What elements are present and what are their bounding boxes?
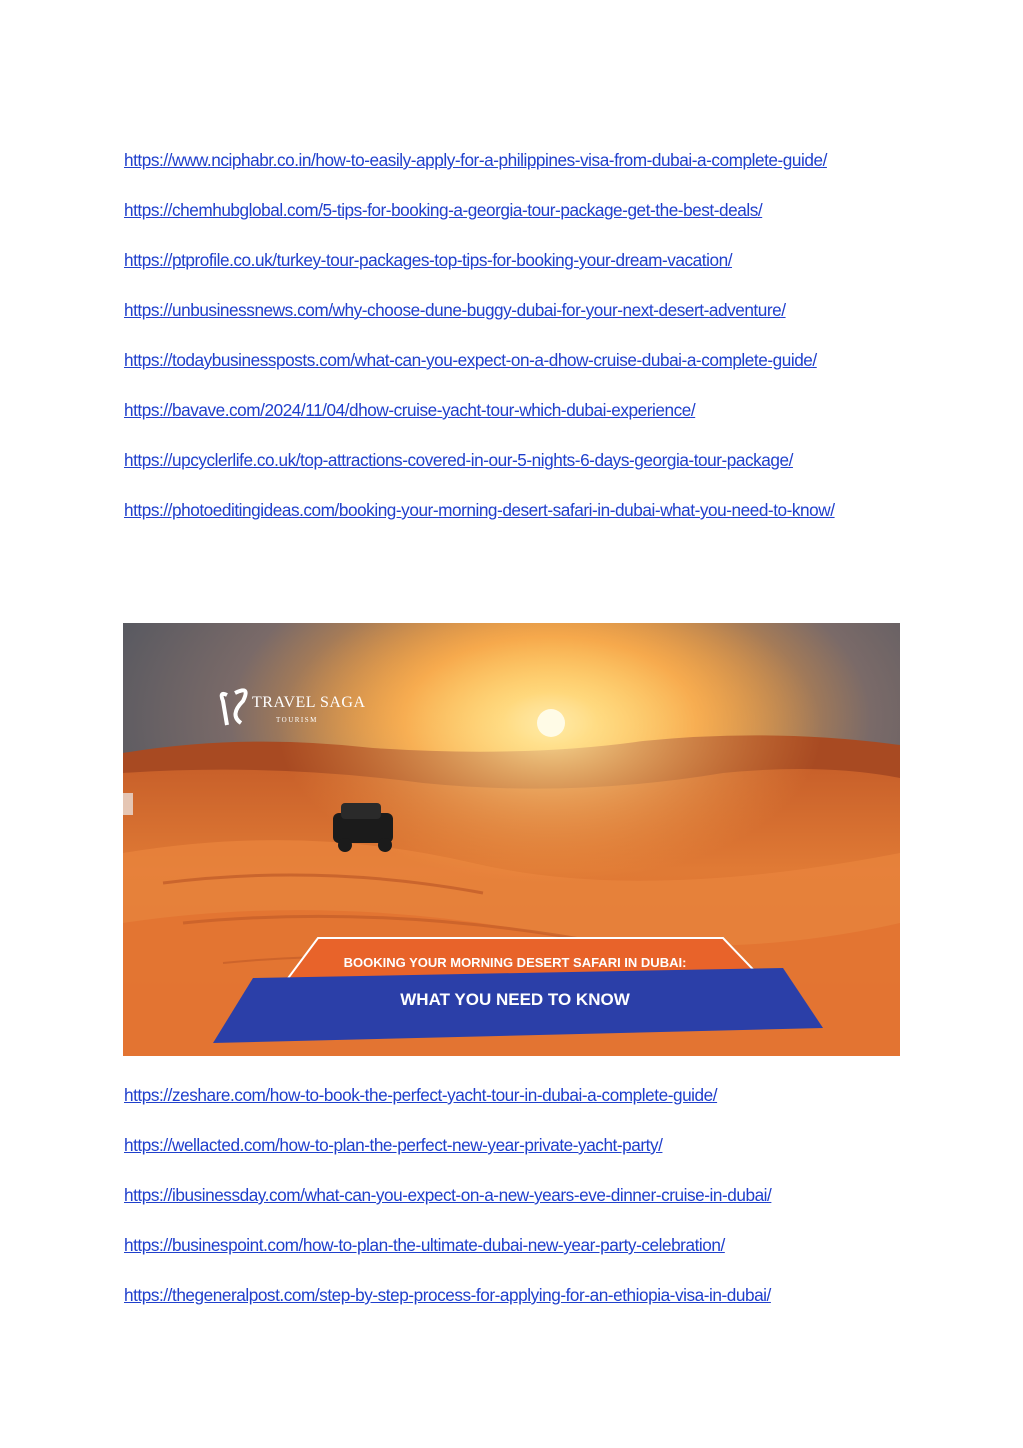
banner-headline: BOOKING YOUR MORNING DESERT SAFARI IN DUBAI: [343,955,687,970]
list-item [124,1183,904,1208]
article-link[interactable]: https://businespoint.com/how-to-plan-the-ultimate-dubai-new-year-party-celebration/ [124,1235,725,1255]
article-link[interactable]: https://upcyclerlife.co.uk/top-attractions-covered-in-our-5-nights-6-days-georgia-tour-package/ [124,450,793,470]
article-link[interactable]: https://unbusinessnews.com/why-choose-dune-buggy-dubai-for-your-next-desert-adventure/ [124,300,786,320]
list-item [124,298,904,323]
list-item [124,1083,904,1108]
list-item [124,348,904,373]
article-link[interactable]: https://bavave.com/2024/11/04/dhow-cruise-yacht-tour-which-dubai-experience/ [124,400,696,420]
article-link[interactable]: https://zeshare.com/how-to-book-the-perfect-yacht-tour-in-dubai-a-complete-guide/ [124,1085,718,1105]
article-link[interactable]: https://ibusinessday.com/what-can-you-expect-on-a-new-years-eve-dinner-cruise-in-dubai/ [124,1185,772,1205]
list-item [124,398,904,423]
list-item [124,448,904,473]
list-item [124,248,904,273]
list-item [124,1233,904,1258]
link-list-bottom [124,1083,904,1333]
banner-subheadline: WHAT YOU NEED TO KNOW [400,990,630,1009]
list-item [124,1283,904,1308]
article-link[interactable]: https://www.nciphabr.co.in/how-to-easily-apply-for-a-philippines-visa-from-dubai-a-complete-guide/ [124,150,827,170]
brand-logo-text: TRAVEL SAGA [252,694,366,711]
article-link[interactable]: https://chemhubglobal.com/5-tips-for-booking-a-georgia-tour-package-get-the-best-deals/ [124,200,763,220]
list-item [124,1133,904,1158]
list-item [124,198,904,223]
link-list-top [124,148,904,523]
article-link[interactable]: https://thegeneralpost.com/step-by-step-process-for-applying-for-an-ethiopia-visa-in-dubai/ [124,1285,771,1305]
article-link[interactable]: https://ptprofile.co.uk/turkey-tour-packages-top-tips-for-booking-your-dream-vacation/ [124,250,733,270]
brand-logo-subtext: TOURISM [276,716,318,724]
list-item [124,498,904,523]
article-link[interactable]: https://photoeditingideas.com/booking-your-morning-desert-safari-in-dubai-what-you-need-to-know/ [124,500,835,520]
article-link[interactable]: https://todaybusinessposts.com/what-can-you-expect-on-a-dhow-cruise-dubai-a-complete-guide/ [124,350,817,370]
list-item [124,148,904,173]
article-link[interactable]: https://wellacted.com/how-to-plan-the-perfect-new-year-private-yacht-party/ [124,1135,663,1155]
